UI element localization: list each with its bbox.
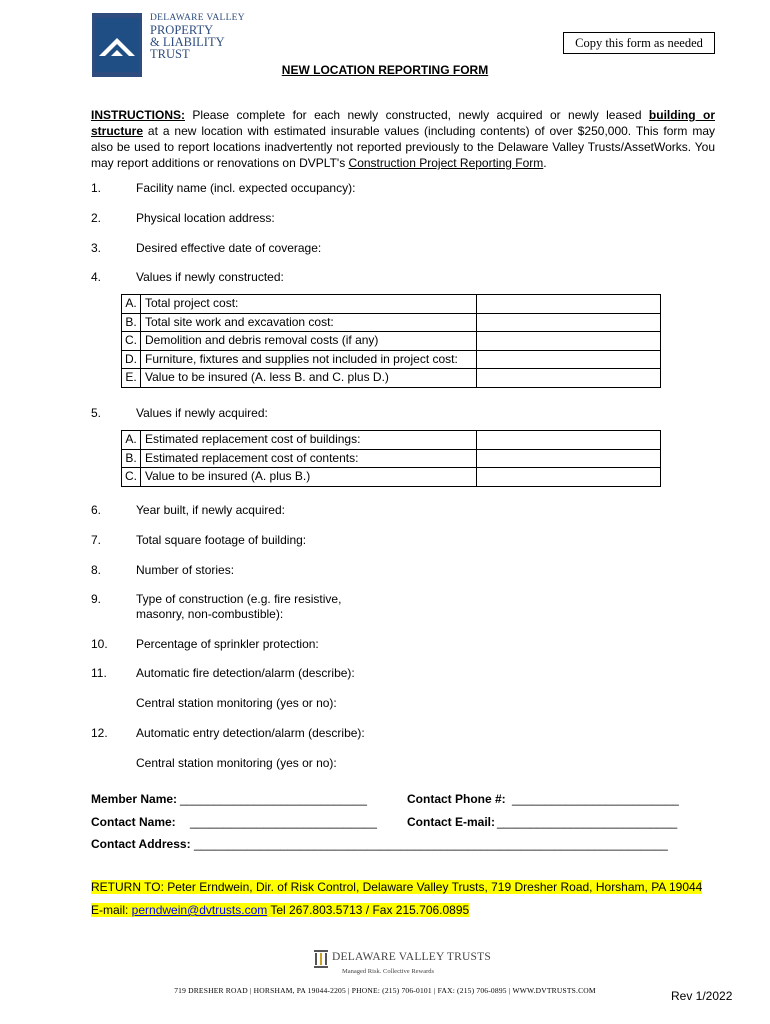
row-value-field[interactable] xyxy=(477,332,661,351)
row-value-field[interactable] xyxy=(477,449,661,468)
question-number: 12. xyxy=(91,726,108,740)
question-number: 7. xyxy=(91,533,102,547)
contact-address-label: Contact Address: xyxy=(91,837,191,851)
question-text: Number of stories: xyxy=(136,563,235,577)
table-row xyxy=(122,295,661,314)
row-description: Estimated replacement cost of buildings: xyxy=(141,431,477,450)
instructions-text-3: . xyxy=(543,156,547,170)
row-description: Estimated replacement cost of contents: xyxy=(141,449,477,468)
logo-line-3: & LIABILITY xyxy=(150,35,225,49)
row-description: Total site work and excavation cost: xyxy=(141,313,477,332)
contact-name-label: Contact Name: xyxy=(91,815,176,829)
row-value-field[interactable] xyxy=(477,295,661,314)
row-value-field[interactable] xyxy=(477,313,661,332)
member-name-field[interactable]: ____________________________ xyxy=(180,792,367,806)
trust-logo-text xyxy=(150,12,245,60)
instructions-text-1: Please complete for each newly constructed, newly acquired or newly leased xyxy=(185,108,649,122)
question-text: Values if newly constructed: xyxy=(136,270,284,284)
logo-line-4: TRUST xyxy=(150,47,190,61)
question-text: Physical location address: xyxy=(136,211,275,225)
table-row xyxy=(122,449,661,468)
question-subtext: Central station monitoring (yes or no): xyxy=(136,696,337,710)
row-letter: E. xyxy=(122,369,141,388)
row-letter: C. xyxy=(122,468,141,487)
instructions-text-2: at a new location with estimated insurable values (including contents) of over $250,000. This form may also be used to report locations inadvertently not reported previously to the Delaware Valley Trusts/AssetWorks. You may report additions or renovations on DVPLT's xyxy=(91,124,715,170)
question-number: 1. xyxy=(91,181,102,195)
instructions-paragraph xyxy=(91,107,715,171)
contact-email-label: Contact E-mail: xyxy=(407,815,496,829)
email-label: E-mail: xyxy=(91,903,132,917)
contact-address-field[interactable]: _______________________________________________________________________ xyxy=(194,837,668,851)
footer-brand: DELAWARE VALLEY TRUSTS xyxy=(332,951,491,963)
instructions-label: INSTRUCTIONS: xyxy=(91,108,185,122)
copy-note-box: Copy this form as needed xyxy=(563,32,715,54)
logo-line-2: PROPERTY xyxy=(150,23,214,37)
row-value-field[interactable] xyxy=(477,369,661,388)
form-title: NEW LOCATION REPORTING FORM xyxy=(281,63,489,77)
row-letter: B. xyxy=(122,313,141,332)
row-description: Value to be insured (A. plus B.) xyxy=(141,468,477,487)
construction-form-link[interactable]: Construction Project Reporting Form xyxy=(348,156,544,170)
question-number: 4. xyxy=(91,270,102,284)
question-number: 9. xyxy=(91,592,102,606)
question-text: Percentage of sprinkler protection: xyxy=(136,637,319,651)
row-description: Demolition and debris removal costs (if any) xyxy=(141,332,477,351)
question-number: 5. xyxy=(91,406,102,420)
footer-address: 719 DRESHER ROAD | HORSHAM, PA 19044-2205 | PHONE: (215) 706-0101 | FAX: (215) 706-0895 | WWW.DVTRUSTS.COM xyxy=(174,986,596,995)
logo-line-1: DELAWARE VALLEY xyxy=(150,13,245,23)
row-value-field[interactable] xyxy=(477,350,661,369)
acquired-values-table xyxy=(121,430,661,487)
member-name-label: Member Name: xyxy=(91,792,178,806)
contact-email-field[interactable]: ___________________________ xyxy=(497,815,678,829)
return-to-line xyxy=(91,880,702,894)
question-number: 8. xyxy=(91,563,102,577)
house-roof-icon xyxy=(97,32,137,58)
question-text: Automatic fire detection/alarm (describe): xyxy=(136,666,355,680)
return-to-text: RETURN TO: Peter Erndwein, Dir. of Risk Control, Delaware Valley Trusts, 719 Dresher Road, Horsham, PA 19044 xyxy=(91,880,703,894)
row-description: Total project cost: xyxy=(141,295,477,314)
question-number: 10. xyxy=(91,637,108,651)
construction-values-table xyxy=(121,294,661,388)
question-subtext: Central station monitoring (yes or no): xyxy=(136,756,337,770)
contact-phone-label: Contact Phone #: xyxy=(407,792,506,806)
row-letter: A. xyxy=(122,431,141,450)
question-text: Values if newly acquired: xyxy=(136,406,268,420)
tel-fax-text: Tel 267.803.5713 / Fax 215.706.0895 xyxy=(267,903,470,917)
row-value-field[interactable] xyxy=(477,468,661,487)
question-text: Type of construction (e.g. fire resistive, xyxy=(136,592,342,606)
question-number: 3. xyxy=(91,241,102,255)
return-email-link[interactable]: perndwein@dvtrusts.com xyxy=(131,903,268,917)
table-row xyxy=(122,431,661,450)
row-description: Value to be insured (A. less B. and C. plus D.) xyxy=(141,369,477,388)
question-number: 6. xyxy=(91,503,102,517)
row-description: Furniture, fixtures and supplies not included in project cost: xyxy=(141,350,477,369)
table-row xyxy=(122,332,661,351)
table-row xyxy=(122,369,661,388)
return-contact-line xyxy=(91,903,469,917)
row-letter: B. xyxy=(122,449,141,468)
instructions-bold-text: building or structure xyxy=(91,108,715,138)
columns-icon xyxy=(314,950,328,968)
question-text: Year built, if newly acquired: xyxy=(136,503,285,517)
question-number: 11. xyxy=(91,666,107,680)
question-text: Facility name (incl. expected occupancy): xyxy=(136,181,356,195)
question-text-continued: masonry, non-combustible): xyxy=(136,607,284,621)
row-value-field[interactable] xyxy=(477,431,661,450)
row-letter: D. xyxy=(122,350,141,369)
table-row xyxy=(122,313,661,332)
question-number: 2. xyxy=(91,211,102,225)
contact-name-field[interactable]: ____________________________ xyxy=(190,815,377,829)
table-row xyxy=(122,468,661,487)
contact-phone-field[interactable]: _________________________ xyxy=(512,792,679,806)
question-text: Total square footage of building: xyxy=(136,533,307,547)
question-text: Automatic entry detection/alarm (describe): xyxy=(136,726,365,740)
footer-tagline: Managed Risk. Collective Rewards xyxy=(342,968,435,975)
table-row xyxy=(122,350,661,369)
row-letter: C. xyxy=(122,332,141,351)
row-letter: A. xyxy=(122,295,141,314)
revision-label: Rev 1/2022 xyxy=(671,989,733,1003)
question-text: Desired effective date of coverage: xyxy=(136,241,322,255)
